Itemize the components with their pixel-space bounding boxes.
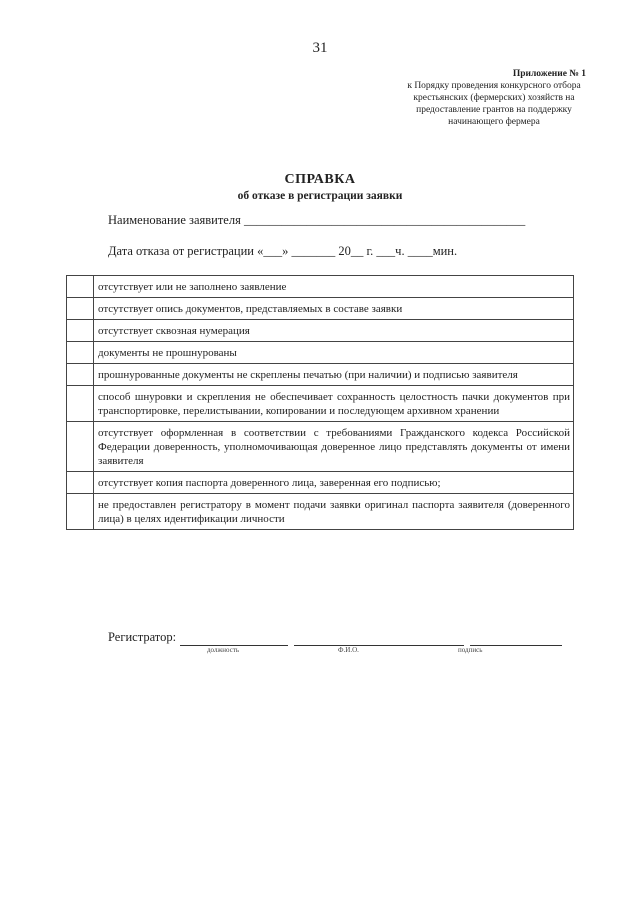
table-row xyxy=(67,276,574,298)
checkbox-cell xyxy=(67,472,94,494)
table-row xyxy=(67,422,574,472)
page-number: 31 xyxy=(312,40,328,56)
table-row xyxy=(67,494,574,530)
table-row xyxy=(67,320,574,342)
reason-text: отсутствует оформленная в соответствии с требованиями Гражданского кодекса Российской Федерации доверенность, уполномочивающая доверенное лицо представлять документы от имени заявителя xyxy=(94,422,574,472)
refusal-reasons-table xyxy=(66,275,574,530)
document-subtitle: об отказе в регистрации заявки xyxy=(237,190,403,202)
reason-text: отсутствует копия паспорта доверенного лица, заверенная его подписью; xyxy=(94,472,574,494)
signature-line xyxy=(470,645,562,646)
refusal-date-field: Дата отказа от регистрации «___» _______ 20__ г. ___ч. ____мин. xyxy=(108,244,458,258)
reason-text: прошнурованные документы не скреплены печатью (при наличии) и подписью заявителя xyxy=(94,364,574,386)
name-caption: Ф.И.О. xyxy=(338,646,359,654)
applicant-name-field: Наименование заявителя _____________________________________________ xyxy=(108,213,526,227)
checkbox-cell xyxy=(67,364,94,386)
checkbox-cell xyxy=(67,422,94,472)
reason-text: способ шнуровки и скрепления не обеспечивает сохранность целостность пачки документов при транспортировке, перелистывании, копировании и последующем архивном хранении xyxy=(94,386,574,422)
table-row xyxy=(67,386,574,422)
table-row xyxy=(67,298,574,320)
table-row xyxy=(67,342,574,364)
checkbox-cell xyxy=(67,276,94,298)
table-row xyxy=(67,364,574,386)
checkbox-cell xyxy=(67,298,94,320)
position-caption: должность xyxy=(207,646,240,654)
reason-text: отсутствует опись документов, представляемых в составе заявки xyxy=(94,298,574,320)
appendix-title: Приложение № 1 xyxy=(512,69,586,79)
reason-text: документы не прошнурованы xyxy=(94,342,574,364)
appendix-line: начинающего фермера xyxy=(448,117,540,127)
appendix-line: к Порядку проведения конкурсного отбора xyxy=(407,81,581,91)
appendix-block xyxy=(388,68,600,128)
checkbox-cell xyxy=(67,342,94,364)
checkbox-cell xyxy=(67,494,94,530)
reason-text: отсутствует сквозная нумерация xyxy=(94,320,574,342)
checkbox-cell xyxy=(67,320,94,342)
appendix-line: крестьянских (фермерских) хозяйств на xyxy=(413,93,575,103)
reason-text: отсутствует или не заполнено заявление xyxy=(94,276,574,298)
reason-text: не предоставлен регистратору в момент подачи заявки оригинал паспорта заявителя (доверенного лица) в целях идентификации личности xyxy=(94,494,574,530)
document-title: СПРАВКА xyxy=(284,172,356,187)
checkbox-cell xyxy=(67,386,94,422)
registrar-label: Регистратор: xyxy=(108,630,177,644)
signature-caption: подпись xyxy=(458,646,483,654)
table-row xyxy=(67,472,574,494)
appendix-line: предоставление грантов на поддержку xyxy=(416,105,572,115)
name-line xyxy=(294,645,464,646)
